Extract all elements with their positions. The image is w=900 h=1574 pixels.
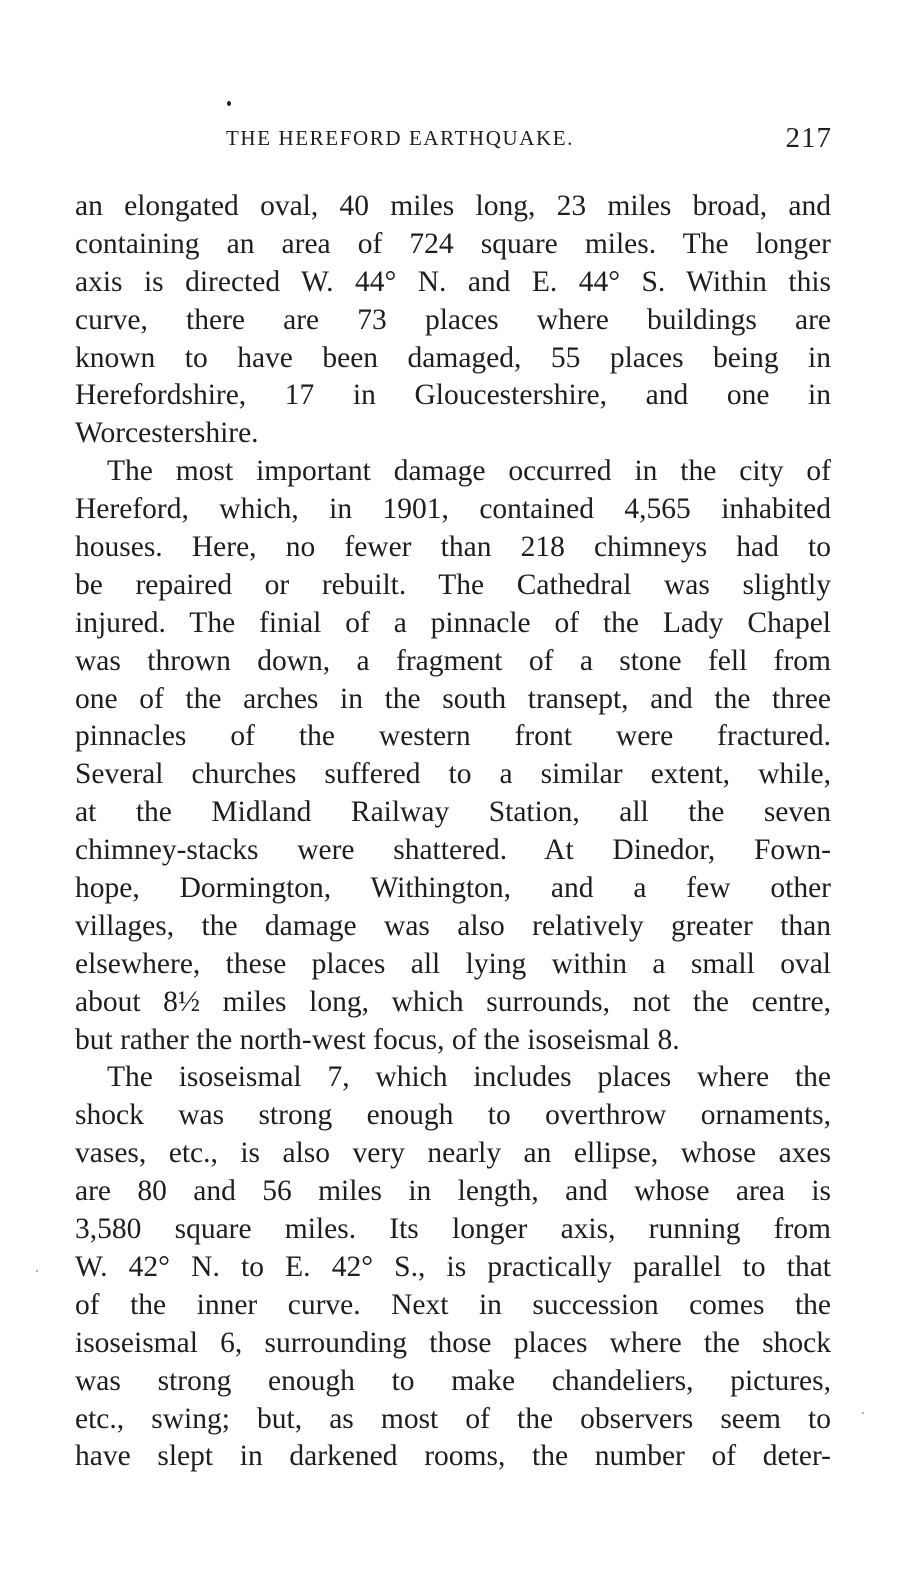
text-line: 3,580 square miles. Its longer axis, running from bbox=[75, 1213, 831, 1246]
text-line: known to have been damaged, 55 places being in bbox=[75, 341, 831, 374]
text-line: hope, Dormington, Withington, and a few other bbox=[75, 872, 831, 905]
text-line: W. 42° N. to E. 42° S., is practically parallel to that bbox=[75, 1250, 831, 1283]
text-line: axis is directed W. 44° N. and E. 44° S. Within this bbox=[75, 265, 831, 298]
text-line: Several churches suffered to a similar extent, while, bbox=[75, 758, 831, 791]
text-line: vases, etc., is also very nearly an ellipse, whose axes bbox=[75, 1137, 831, 1170]
text-line: The isoseismal 7, which includes places where the bbox=[107, 1061, 831, 1094]
text-line: Worcestershire. bbox=[75, 417, 259, 450]
text-line: etc., swing; but, as most of the observers seem to bbox=[75, 1402, 831, 1435]
margin-speck bbox=[36, 1270, 38, 1272]
text-line: chimney-stacks were shattered. At Dinedor, Fown- bbox=[75, 834, 831, 867]
text-line: elsewhere, these places all lying within a small oval bbox=[75, 947, 831, 980]
text-line: an elongated oval, 40 miles long, 23 miles broad, and bbox=[75, 190, 831, 222]
running-head: THE HEREFORD EARTHQUAKE. bbox=[226, 126, 575, 150]
margin-speck bbox=[862, 1412, 864, 1414]
text-line: Hereford, which, in 1901, contained 4,565 inhabited bbox=[75, 493, 831, 526]
text-line: was thrown down, a fragment of a stone fell from bbox=[75, 644, 831, 677]
text-line: villages, the damage was also relatively greater than bbox=[75, 909, 831, 942]
text-line: containing an area of 724 square miles. The longer bbox=[75, 227, 831, 260]
print-speck bbox=[227, 101, 231, 106]
text-line: but rather the north-west focus, of the isoseismal 8. bbox=[75, 1023, 680, 1056]
text-line: are 80 and 56 miles in length, and whose area is bbox=[75, 1175, 831, 1208]
text-line: be repaired or rebuilt. The Cathedral was slightly bbox=[75, 568, 831, 601]
text-line: have slept in darkened rooms, the number of deter- bbox=[75, 1440, 831, 1473]
text-line: of the inner curve. Next in succession comes the bbox=[75, 1288, 831, 1321]
text-line: pinnacles of the western front were fractured. bbox=[75, 720, 831, 753]
text-line: isoseismal 6, surrounding those places where the shock bbox=[75, 1326, 831, 1359]
page-number: 217 bbox=[785, 122, 832, 154]
text-line: at the Midland Railway Station, all the seven bbox=[75, 796, 831, 829]
text-line: was strong enough to make chandeliers, pictures, bbox=[75, 1364, 831, 1397]
text-line: curve, there are 73 places where buildings are bbox=[75, 303, 831, 336]
body-text bbox=[75, 188, 831, 1476]
text-line: The most important damage occurred in the city of bbox=[107, 455, 831, 488]
text-line: shock was strong enough to overthrow ornaments, bbox=[75, 1099, 831, 1132]
text-line: houses. Here, no fewer than 218 chimneys had to bbox=[75, 531, 831, 564]
text-line: injured. The finial of a pinnacle of the Lady Chapel bbox=[75, 606, 831, 639]
text-line: about 8½ miles long, which surrounds, not the centre, bbox=[75, 985, 831, 1018]
page-header bbox=[226, 122, 832, 158]
text-line: Herefordshire, 17 in Gloucestershire, and one in bbox=[75, 379, 831, 412]
text-line: one of the arches in the south transept, and the three bbox=[75, 682, 831, 715]
